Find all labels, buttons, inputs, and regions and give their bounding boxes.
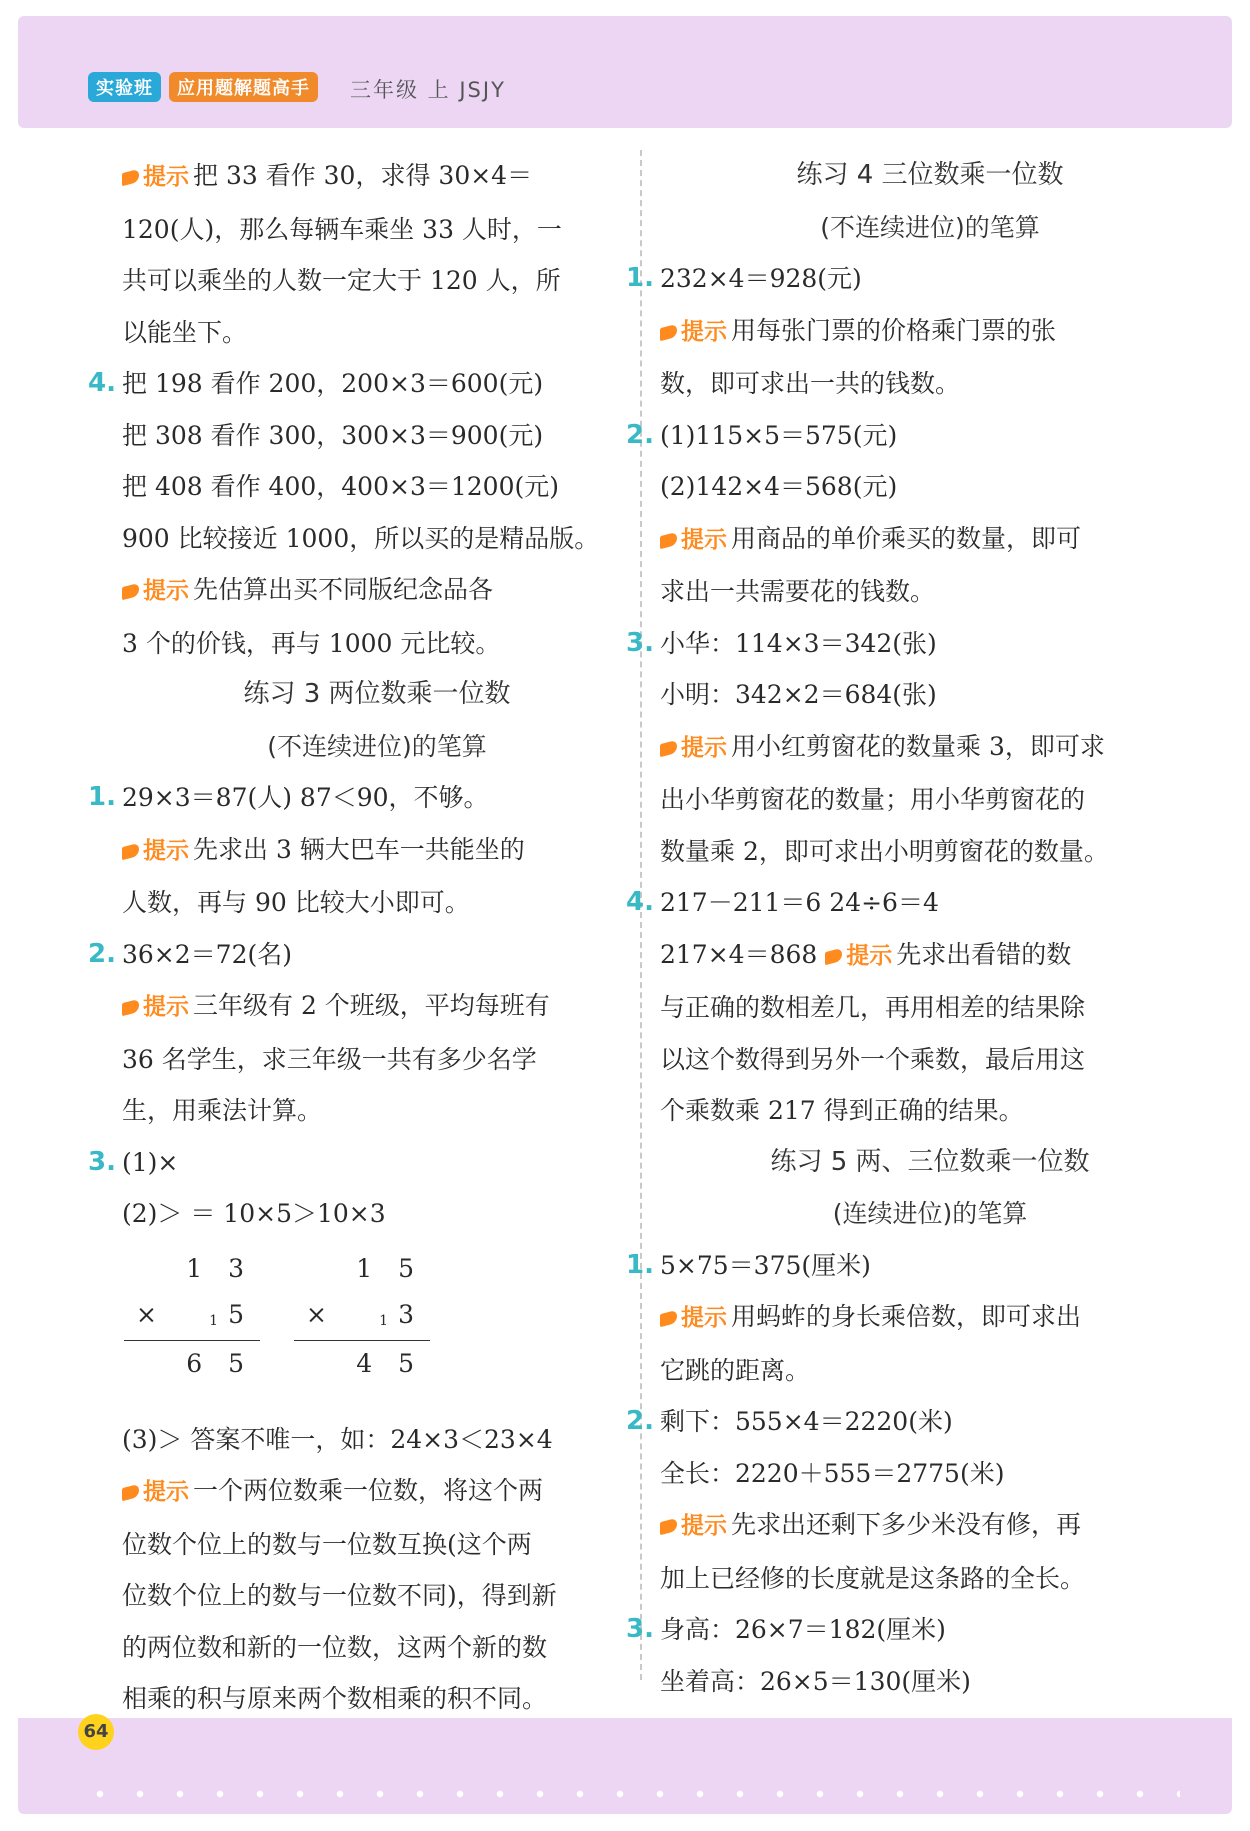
section-title: 练习 4 三位数乘一位数 [796,160,1064,190]
hint-label: 提示 [681,734,727,761]
multiply-sign: × [136,1299,157,1329]
hint-label: 提示 [143,1479,189,1505]
footer-dots [80,1790,1180,1798]
question-number: 2. [88,938,116,969]
digit: 5 [398,1253,414,1283]
section-subtitle: (不连续进位)的笔算 [267,731,487,761]
text-line: 求出一共需要花的钱数。 [660,577,936,606]
question-number: 1. [626,263,654,293]
text: 把 33 看作 30，求得 30×4＝ [193,161,533,190]
text-line: 加上已经修的长度就是这条路的全长。 [660,1563,1086,1593]
carry-digit: 1 [209,1312,219,1329]
hint-icon [660,1310,677,1328]
hint-label: 提示 [681,1513,727,1539]
calc-row [124,1341,260,1387]
question-number: 4. [88,368,116,398]
digit: 3 [398,1299,414,1329]
hint-icon [122,842,139,860]
section-title: 练习 5 两、三位数乘一位数 [770,1146,1090,1177]
question-number: 3. [626,1614,654,1644]
text: 217×4＝868 [660,939,818,969]
hint-line [122,980,632,1034]
question-line [626,410,1200,462]
brand-part2: 应用题解题高手 [169,72,318,102]
vertical-calc-1 [124,1246,260,1414]
question-line [626,618,1200,670]
hint-line [660,1291,1200,1345]
brand-logo [88,72,318,102]
question-line [626,253,1200,305]
right-column [626,150,1200,1707]
text-line: 共可以乘坐的人数一定大于 120 人，所 [122,266,561,295]
hint-icon [660,739,677,757]
question-line [88,1137,632,1189]
digit: 5 [228,1348,244,1378]
text-line: (2)＞ ＝ 10×5＞10×3 [122,1199,386,1228]
question-line [626,1240,1200,1292]
hint-line [660,305,1200,359]
text: 用小红剪窗花的数量乘 3，即可求 [731,731,1105,761]
text-line: 900 比较接近 1000，所以买的是精品版。 [122,523,600,553]
carry-digit: 1 [379,1312,389,1329]
text: (1)× [122,1147,179,1177]
text-line: 把 308 看作 300，300×3＝900(元) [122,420,544,450]
footer-band [18,1718,1232,1814]
text-line: 的两位数和新的一位数，这两个新的数 [122,1632,548,1662]
text: 用每张门票的价格乘门票的张 [731,315,1057,345]
text: 5×75＝375(厘米) [660,1250,871,1280]
question-number: 1. [626,1249,654,1280]
page-number: 64 [78,1714,114,1750]
hint-line [122,1465,632,1519]
text-line: 以能坐下。 [122,317,248,347]
text: 29×3＝87(人) 87＜90，不够。 [122,783,489,812]
hint-label: 提示 [143,164,189,190]
digit: 5 [398,1348,414,1378]
hint-label: 提示 [143,837,189,864]
text-line: 以这个数得到另外一个乘数，最后用这 [660,1044,1086,1074]
hint-icon [660,1518,677,1536]
hint-label: 提示 [681,318,727,345]
text-line: 相乘的积与原来两个数相乘的积不同。 [122,1684,548,1713]
hint-line [660,721,1200,775]
section-subtitle: (连续进位)的笔算 [832,1199,1028,1228]
text: 用蚂蚱的身长乘倍数，即可求出 [731,1302,1082,1331]
digit: 3 [228,1253,244,1283]
hint-label: 提示 [846,942,893,969]
question-line [626,1396,1200,1448]
hint-label: 提示 [143,578,189,604]
text-line: 它跳的距离。 [660,1355,811,1385]
text: 三年级有 2 个班级，平均每班有 [193,991,550,1020]
text: 一个两位数乘一位数，将这个两 [193,1476,544,1505]
text: 先估算出买不同版纪念品各 [193,575,494,604]
calc-row [124,1292,260,1338]
text: 先求出还剩下多少米没有修，再 [731,1510,1082,1539]
text-line: 个乘数乘 217 得到正确的结果。 [660,1096,1024,1125]
text: 小华：114×3＝342(张) [660,628,937,658]
question-number: 2. [626,1406,654,1436]
hint-label: 提示 [143,994,189,1020]
hint-icon [660,323,677,341]
text-line: (3)＞ 答案不唯一，如：24×3＜23×4 [122,1424,553,1454]
section-subtitle: (不连续进位)的笔算 [820,212,1040,242]
digit: 1 [186,1253,203,1283]
calc-row [294,1246,430,1292]
text-line: (2)142×4＝568(元) [660,472,898,501]
text-line: 全长：2220＋555＝2775(米) [660,1458,1005,1488]
hint-line [660,513,1200,567]
text: 36×2＝72(名) [122,939,292,969]
text: 把 198 看作 200，200×3＝600(元) [122,369,544,398]
question-number: 2. [626,419,654,450]
text: 剩下：555×4＝2220(米) [660,1407,953,1436]
digit: 4 [356,1348,373,1378]
text: 232×4＝928(元) [660,264,862,293]
hint-icon [122,583,139,601]
text-line: 出小华剪窗花的数量；用小华剪窗花的 [660,785,1086,814]
calc-row [294,1292,430,1338]
text: 217－211＝6 24÷6＝4 [660,888,939,917]
section-title: 练习 3 两位数乘一位数 [243,679,511,709]
calc-row [124,1246,260,1292]
vertical-calc-2 [294,1246,430,1414]
text-line: 生，用乘法计算。 [122,1096,323,1125]
multiply-sign: × [306,1299,327,1329]
question-number: 1. [88,782,116,812]
text-line: 把 408 看作 400，400×3＝1200(元) [122,472,559,501]
text-line: 位数个位上的数与一位数互换(这个两 [122,1529,532,1559]
text: 先求出 3 辆大巴车一共能坐的 [193,834,525,864]
text-line: 3 个的价钱，再与 1000 元比较。 [122,628,501,658]
text-line: 数，即可求出一共的钱数。 [660,369,961,398]
text-line: 小明：342×2＝684(张) [660,680,937,709]
question-line [88,772,632,824]
text-line: 数量乘 2，即可求出小明剪窗花的数量。 [660,836,1109,866]
hint-icon [122,169,139,187]
text: 先求出看错的数 [896,939,1072,969]
hint-icon [660,531,677,549]
text-line: 位数个位上的数与一位数不同)，得到新 [122,1581,557,1610]
hint-label: 提示 [681,1305,727,1331]
text-line: 坐着高：26×5＝130(厘米) [660,1666,971,1696]
question-number: 3. [88,1146,116,1177]
left-column [88,150,632,1725]
vertical-calculations [124,1246,632,1414]
text-line: 120(人)，那么每辆车乘坐 33 人时，一 [122,214,562,244]
question-line [88,929,632,981]
text: 用商品的单价乘买的数量，即可 [731,523,1082,553]
text-line: 人数，再与 90 比较大小即可。 [122,888,470,917]
grade-label: 三年级 上 JSJY [350,78,506,102]
text: 身高：26×7＝182(厘米) [660,1615,946,1644]
text-line [660,929,1200,983]
question-number: 3. [626,627,654,658]
question-number: 4. [626,887,654,917]
text-line [122,150,632,204]
hint-line [122,564,632,618]
brand-part1: 实验班 [88,72,161,102]
question-line [88,358,632,410]
question-line [626,1604,1200,1656]
hint-line [660,1499,1200,1553]
digit: 1 [356,1253,373,1283]
text: (1)115×5＝575(元) [660,420,898,450]
hint-line [122,824,632,878]
digit: 6 [186,1348,203,1378]
hint-icon [825,947,842,965]
hint-icon [122,1484,139,1502]
hint-icon [122,999,139,1017]
text-line: 36 名学生，求三年级一共有多少名学 [122,1044,537,1074]
hint-label: 提示 [681,526,727,553]
question-line [626,877,1200,929]
digit: 5 [228,1299,244,1329]
calc-row [294,1341,430,1387]
text-line: 与正确的数相差几，再用相差的结果除 [660,993,1086,1022]
